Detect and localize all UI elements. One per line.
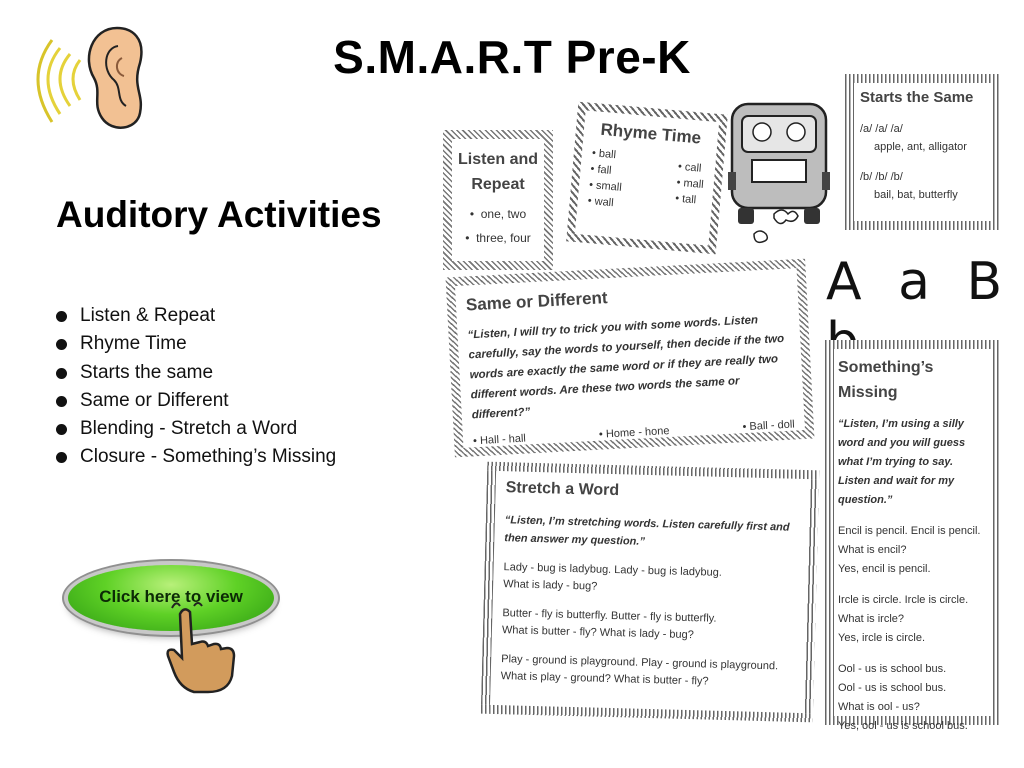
card-somethings-missing: Something’s Missing “Listen, I’m using a silly word and you will guess what I’m trying to say. Listen and wait for my question.” Encil is pencil. Encil is pencil. What is encil? Yes, encil is pencil. Ircle is circle. Ircle is circle. What is ircle? Yes, ircle is circle. Ool - us is school bus. Ool - us is school bus. What is ool - us? Yes, ool - us is school bus. (825, 340, 1000, 725)
list-item: Rhyme Time (56, 330, 336, 358)
list-item: Listen & Repeat (56, 302, 336, 330)
card-prompt: “Listen, I’m using a silly word and you will guess what I’m trying to say. Listen and wait for my question.” (838, 418, 966, 506)
card-prompt: “Listen, I will try to trick you with some words. Listen carefully, say the words to yourself, then decide if the two words are exactly the same word or if they are really two different words. Are these two words the same or different?” (467, 314, 785, 422)
card-rhyme-time (566, 102, 728, 255)
card-title: Stretch a Word (505, 479, 620, 500)
card-listen-and-repeat (443, 130, 553, 270)
card-title: Same or Different (465, 288, 609, 315)
list-item: • Ball - doll (742, 418, 796, 434)
bullet-icon (56, 452, 67, 463)
list-item: • ball (591, 147, 617, 162)
list-item: • Home - hone (598, 425, 670, 441)
card-prompt: “Listen, I’m stretching words. Listen carefully first and then answer my question.” (504, 514, 790, 548)
list-item: • tall (674, 192, 697, 207)
list-item: • Hall - hall (472, 432, 527, 448)
bullet-icon (56, 424, 67, 435)
section-heading: Auditory Activities (56, 194, 382, 235)
list-item: • call (677, 160, 702, 175)
page-title: S.M.A.R.T Pre-K (333, 31, 691, 83)
list-item: • one, two (469, 207, 527, 221)
card-title: Starts the Same (860, 89, 974, 106)
card-stretch-a-word: Stretch a Word “Listen, I’m stretching words. Listen carefully first and then answer my question.” Lady - bug is ladybug. Lady - bug is ladybug. What is lady - bug? Butter - fly is butterfly. Butter - fly is butterfly. What is butter - fly? What is lady - bug? Play - ground is playground. Play - ground is playground. What is play - ground? What is butter - fly? (481, 462, 819, 723)
bullet-icon (56, 311, 67, 322)
list-item: • small (588, 179, 623, 194)
card-title: Rhyme Time (599, 119, 702, 148)
bullet-icon (56, 368, 67, 379)
card-starts-the-same: Starts the Same /a/ /a/ /a/ apple, ant, alligator /b/ /b/ /b/ bail, bat, butterfly (845, 74, 1000, 230)
card-same-or-different (446, 259, 815, 458)
card-title: Listen and (458, 151, 539, 168)
list-item: • three, four (465, 231, 531, 245)
bullet-icon (56, 339, 67, 350)
list-item: • wall (587, 194, 615, 210)
activity-list (56, 302, 336, 472)
list-item: • mall (676, 176, 705, 191)
list-item: • fall (590, 163, 612, 177)
view-button-label: Click here to view (99, 587, 243, 606)
letters-aabb: A a B (826, 252, 1013, 312)
list-item: Closure - Something’s Missing (56, 443, 336, 471)
card-title: Repeat (471, 176, 525, 193)
school-bus-icon (724, 96, 834, 246)
card-title: Something’s (838, 359, 934, 376)
list-item: Starts the same (56, 359, 336, 387)
card-title: Missing (838, 384, 898, 401)
list-item: Same or Different (56, 387, 336, 415)
pointing-hand-icon (150, 596, 250, 696)
list-item: Blending - Stretch a Word (56, 415, 336, 443)
bullet-icon (56, 396, 67, 407)
